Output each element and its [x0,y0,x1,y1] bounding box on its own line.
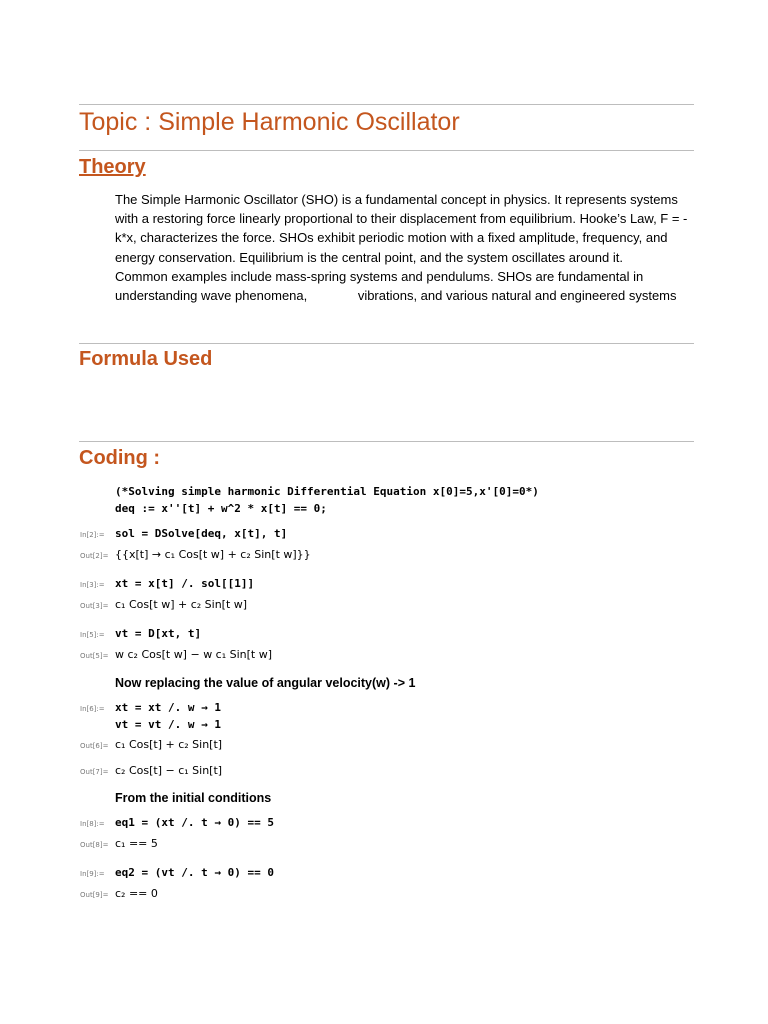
coding-heading: Coding : [79,447,161,469]
code-comment[interactable]: (*Solving simple harmonic Differential Equation x[0]=5,x'[0]=0*) [115,485,539,498]
in-label: In[6]:= [80,705,105,713]
text-note: From the initial conditions [115,791,272,805]
in-label: In[5]:= [80,631,105,639]
out-label: Out[8]= [80,841,109,849]
in-label: In[2]:= [80,531,105,539]
in-label: In[3]:= [80,581,105,589]
theory-divider [79,150,694,151]
code-input[interactable]: vt = D[xt, t] [115,627,202,640]
out-label: Out[9]= [80,891,109,899]
formula-heading: Formula Used [79,348,213,370]
code-output: c₁ Cos[t w] + c₂ Sin[t w] [115,598,248,611]
theory-paragraph: The Simple Harmonic Oscillator (SHO) is a fundamental concept in physics. It represents systems with a restoring force linearly proportional to their displacement from equilibrium. Hooke’s Law, F = -k*x, characterizes the force. SHOs exhibit periodic motion with a fixed amplitude, frequency, and energy conservation. Equilibrium is the central point, and the system oscillates around it. Common examples include mass-spring systems and pendulums. SHOs are fundamental in understanding wave phenomena, vibrations, and various natural and engineered systems [115,192,688,304]
code-deq[interactable]: deq := x''[t] + w^2 * x[t] == 0; [115,502,327,515]
code-output: c₁ == 5 [115,837,158,850]
out-label: Out[5]= [80,652,109,660]
out-label: Out[2]= [80,552,109,560]
code-input[interactable]: sol = DSolve[deq, x[t], t] [115,527,288,540]
in-label: In[8]:= [80,820,105,828]
coding-divider [79,441,694,442]
code-input[interactable]: xt = x[t] /. sol[[1]] [115,577,255,590]
code-input[interactable]: eq2 = (vt /. t → 0) == 0 [115,866,274,879]
code-input[interactable]: xt = xt /. w → 1 [115,701,221,714]
top-divider [79,104,694,105]
theory-heading: Theory [79,156,146,178]
text-note: Now replacing the value of angular velocity(w) -> 1 [115,676,416,690]
code-input[interactable]: eq1 = (xt /. t → 0) == 5 [115,816,274,829]
page-title: Topic : Simple Harmonic Oscillator [79,108,460,136]
out-label: Out[3]= [80,602,109,610]
out-label: Out[7]= [80,768,109,776]
formula-divider [79,343,694,344]
code-output: w c₂ Cos[t w] − w c₁ Sin[t w] [115,648,273,661]
code-output: c₂ Cos[t] − c₁ Sin[t] [115,764,223,777]
code-output: c₂ == 0 [115,887,158,900]
code-output: c₁ Cos[t] + c₂ Sin[t] [115,738,223,751]
code-input[interactable]: vt = vt /. w → 1 [115,718,221,731]
out-label: Out[6]= [80,742,109,750]
in-label: In[9]:= [80,870,105,878]
code-output: {{x[t] → c₁ Cos[t w] + c₂ Sin[t w]}} [115,548,311,561]
